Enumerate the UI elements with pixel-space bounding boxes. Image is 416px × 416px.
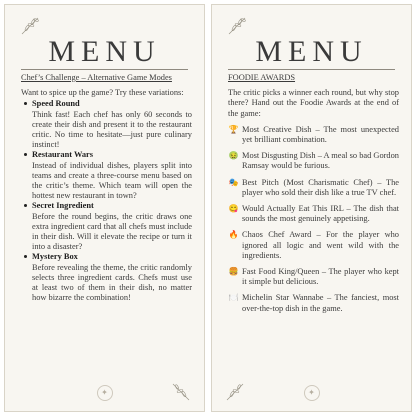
- olive-sprig-icon: [170, 381, 192, 403]
- mode-description: Before the round begins, the critic draws one extra ingredient card that all chefs must include in their dish. Will it elevate the recipe or turn it into a disaster?: [32, 211, 192, 252]
- award-item: [228, 178, 399, 198]
- award-item: [228, 267, 399, 287]
- menu-title: MENU: [48, 35, 161, 68]
- section-title: Chef’s Challenge – Alternative Game Modes: [21, 73, 172, 82]
- section-intro: Want to spice up the game? Try these variations:: [21, 88, 184, 98]
- award-text: Michelin Star Wannabe – The fanciest, most over-the-top dish in the game.: [242, 293, 399, 313]
- award-text: Fast Food King/Queen – The player who kept it simple but delicious.: [242, 267, 399, 287]
- award-item: [228, 293, 399, 313]
- list-item: [21, 150, 192, 201]
- game-modes-content: [21, 73, 192, 303]
- award-text: Would Actually Eat This IRL – The dish that sounds the most genuinely appetising.: [242, 204, 399, 224]
- mode-name: Restaurant Wars: [32, 150, 94, 160]
- olive-sprig-icon: [19, 15, 41, 37]
- mode-description: Think fast! Each chef has only 60 seconds to create their dish and present it to the restaurant critic. No time to hesitate—just pure culinary instinct!: [32, 109, 192, 150]
- menu-card-right: [211, 4, 412, 412]
- mode-name: Speed Round: [32, 99, 80, 109]
- olive-sprig-icon: [226, 15, 248, 37]
- fire-icon: 🔥: [228, 230, 239, 240]
- performing-arts-icon: 🎭: [228, 177, 239, 187]
- game-modes-list: [21, 99, 192, 303]
- trophy-icon: 🏆: [228, 124, 239, 134]
- olive-sprig-icon: [224, 381, 246, 403]
- award-text: Chaos Chef Award – For the player who ignored all logic and went wild with the ingredients.: [242, 230, 399, 260]
- burger-icon: 🍔: [228, 267, 239, 277]
- list-item: [21, 252, 192, 303]
- award-text: Best Pitch (Most Charismatic Chef) – The player who sold their dish like a true TV chef.: [242, 177, 399, 197]
- mode-description: Before revealing the theme, the critic randomly selects three ingredient cards. Chefs must use at least two of them in their dish, no matter how bizarre the combination!: [32, 262, 192, 303]
- award-text: Most Disgusting Dish – A meal so bad Gordon Ramsay would be furious.: [242, 151, 399, 171]
- list-item: [21, 99, 192, 150]
- fork-knife-icon: 🍽️: [228, 293, 239, 303]
- award-item: [228, 151, 399, 171]
- award-item: [228, 204, 399, 224]
- award-item: [228, 230, 399, 261]
- monogram-seal-icon: ✦: [304, 385, 320, 401]
- title-divider: [228, 69, 395, 70]
- mode-name: Secret Ingredient: [32, 201, 94, 211]
- award-item: [228, 125, 399, 145]
- section-title: FOODIE AWARDS: [228, 73, 296, 82]
- monogram-seal-icon: ✦: [97, 385, 113, 401]
- award-text: Most Creative Dish – The most unexpected yet brilliant combination.: [242, 124, 399, 145]
- menu-title: MENU: [255, 35, 368, 68]
- yum-face-icon: 😋: [228, 204, 239, 214]
- mode-description: Instead of individual dishes, players split into teams and create a three-course menu based on the critic’s theme. Which team will open the hottest new restaurant in town?: [32, 160, 192, 201]
- nauseated-face-icon: 🤢: [228, 151, 239, 161]
- section-intro: The critic picks a winner each round, but why stop there? Hand out the Foodie Awards at the end of the game:: [228, 88, 399, 118]
- foodie-awards-content: [228, 73, 399, 314]
- mode-name: Mystery Box: [32, 252, 78, 262]
- title-divider: [21, 69, 188, 70]
- menu-card-left: [4, 4, 205, 412]
- list-item: [21, 201, 192, 252]
